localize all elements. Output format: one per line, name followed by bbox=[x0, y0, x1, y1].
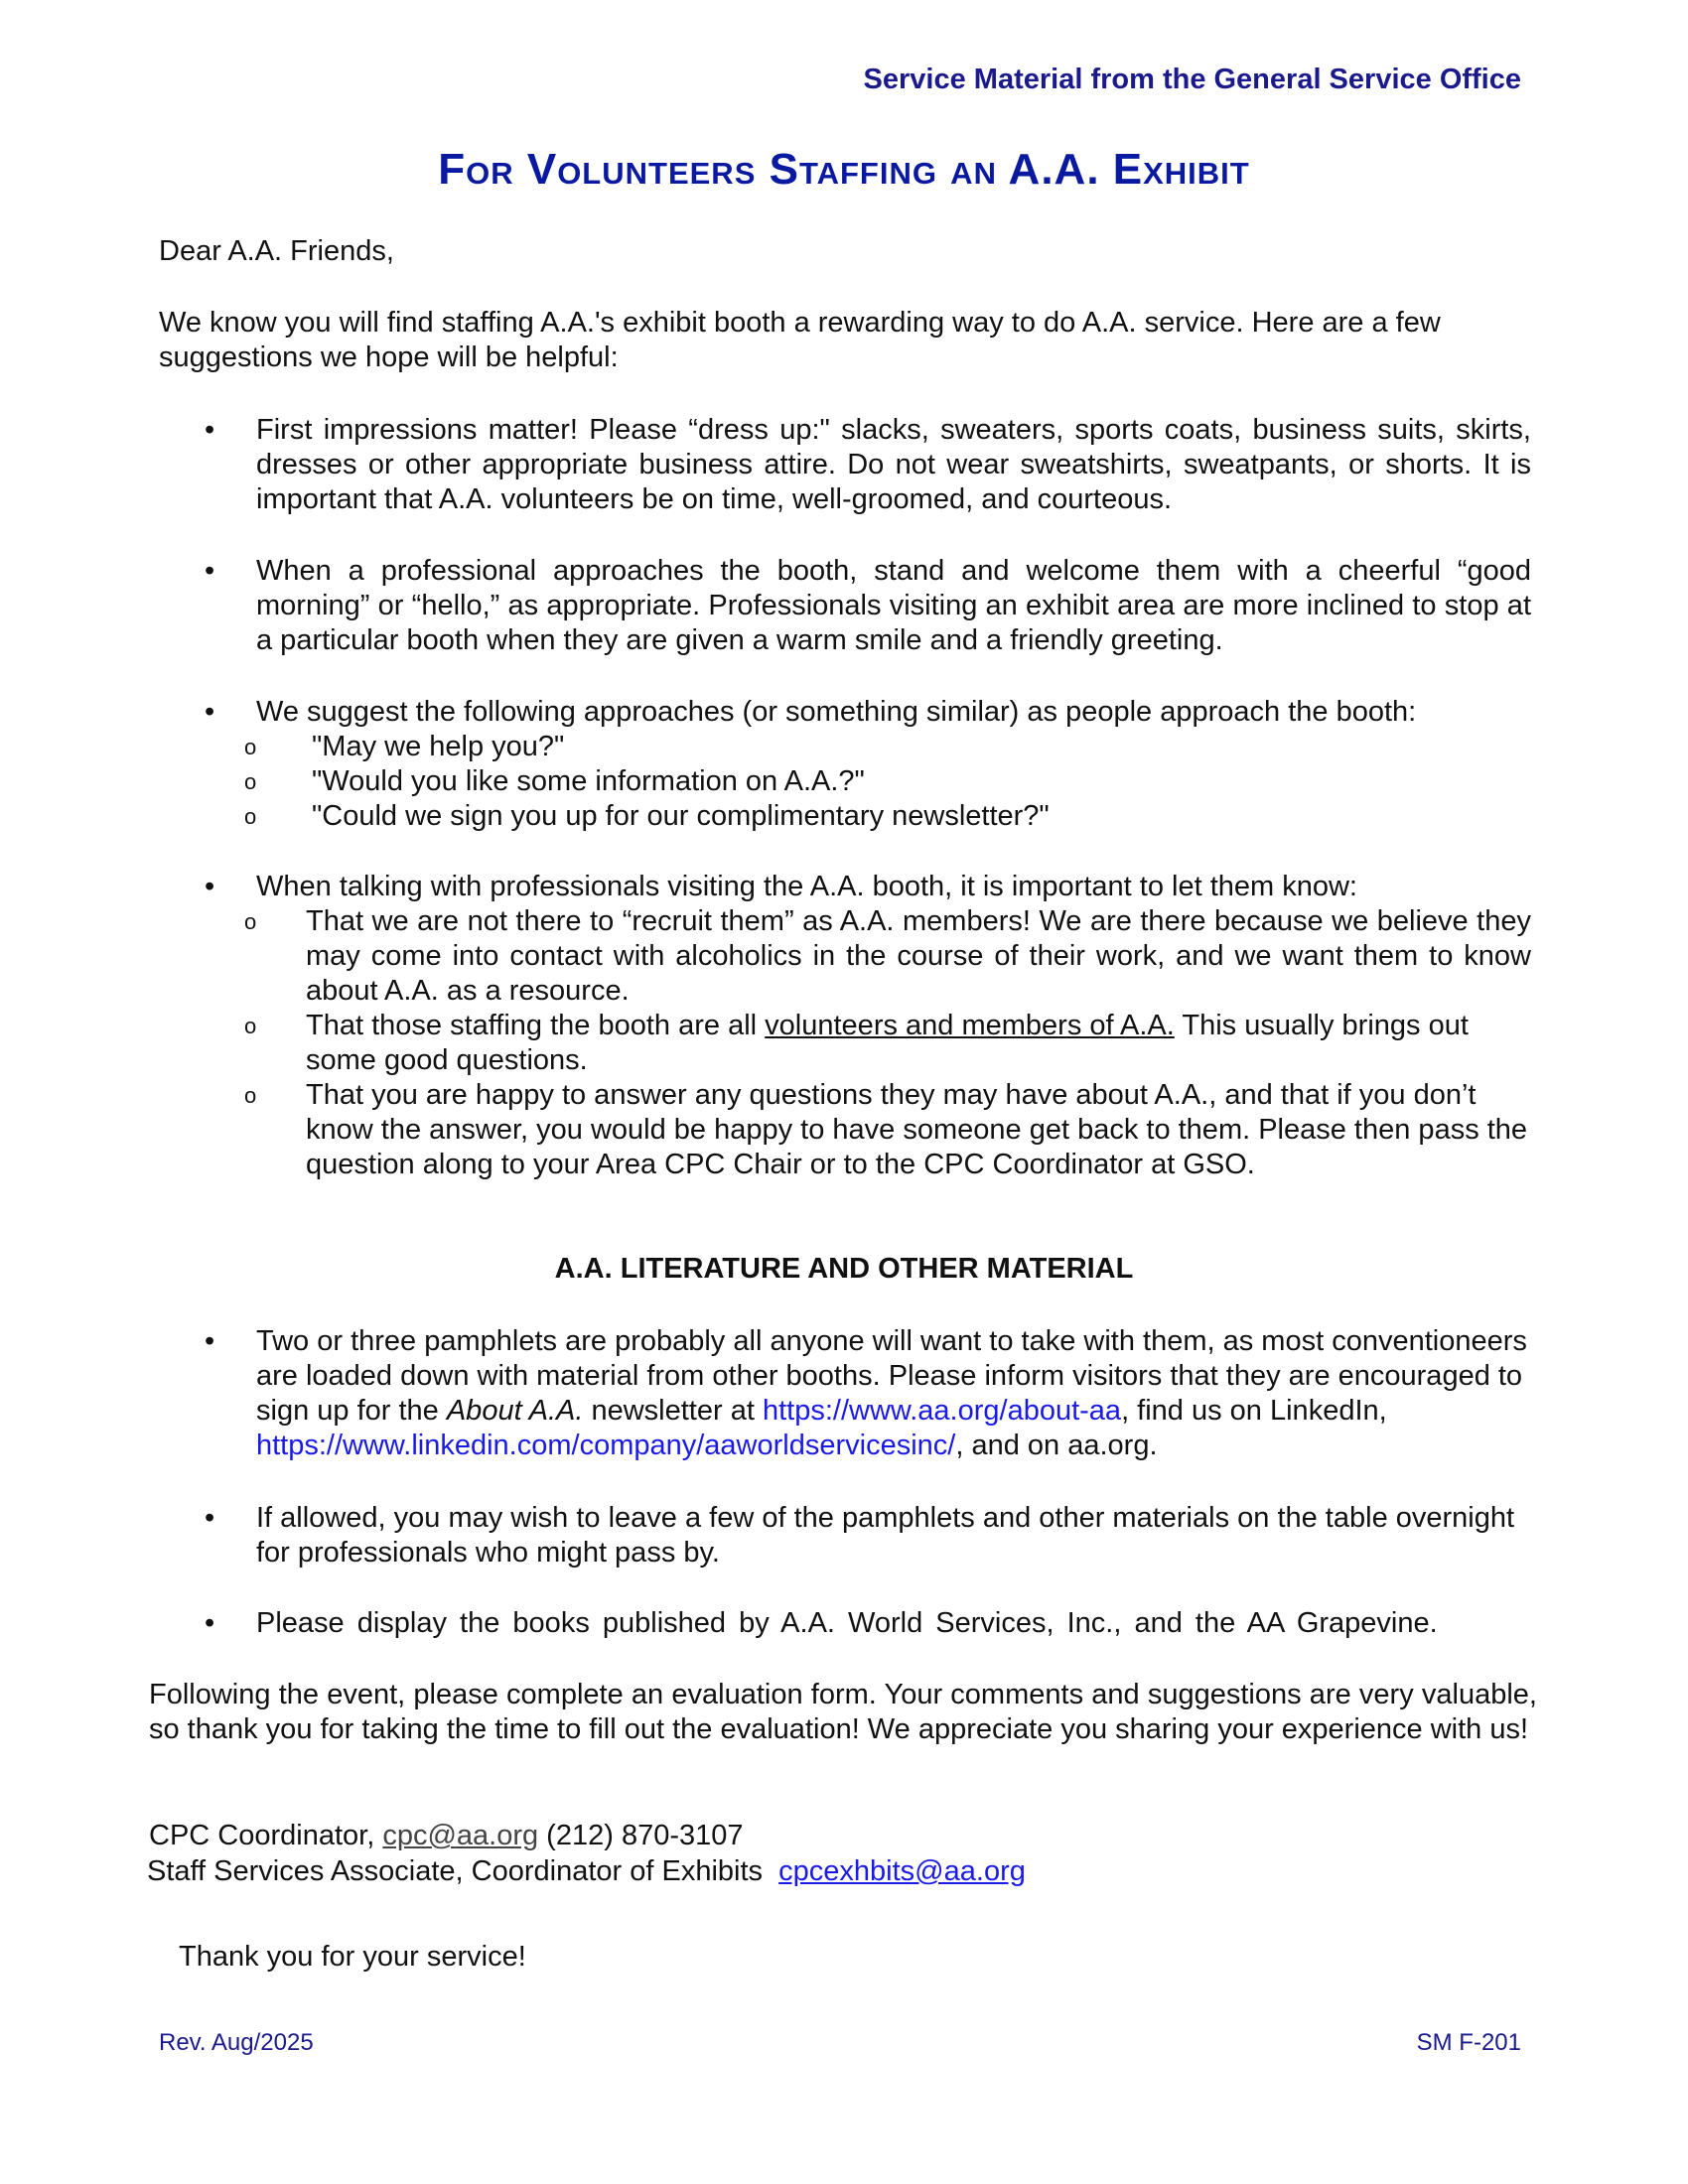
talking-point-recruit: That we are not there to “recruit them” as A.A. members! We are there because we believe they may come into contact with alcoholics in the course of their work, and we want them to know about A.A. as a resource. bbox=[306, 905, 1531, 1007]
bullet-icon: • bbox=[205, 871, 215, 902]
pamphlets-text: , find us on LinkedIn, bbox=[1121, 1395, 1387, 1427]
revision-date: Rev. Aug/2025 bbox=[159, 2029, 314, 2056]
tip-approaches-intro: We suggest the following approaches (or something similar) as people approach the booth: bbox=[256, 696, 1417, 728]
cpc-label: CPC Coordinator, bbox=[149, 1820, 383, 1851]
list-item bbox=[203, 904, 1531, 1009]
thanks-line: Thank you for your service! bbox=[179, 1941, 526, 1973]
talking-point-volunteers bbox=[306, 1010, 1469, 1076]
bullet-icon: • bbox=[205, 414, 215, 446]
bullet-icon: • bbox=[205, 1607, 215, 1639]
approach-phrase: "Would you like some information on A.A.?" bbox=[312, 765, 865, 797]
list-item bbox=[203, 554, 1531, 658]
tips-list bbox=[203, 870, 1531, 1182]
document-code: SM F-201 bbox=[1416, 2029, 1521, 2056]
tip-talking-intro: When talking with professionals visiting the A.A. booth, it is important to let them know: bbox=[256, 871, 1357, 902]
talking-point-text: That those staffing the booth are all bbox=[306, 1010, 766, 1041]
list-item bbox=[203, 1009, 1531, 1078]
pamphlets-text: , and on aa.org. bbox=[955, 1430, 1158, 1461]
cpc-contact bbox=[149, 1819, 744, 1853]
circle-bullet-icon: o bbox=[244, 1083, 257, 1108]
circle-bullet-icon: o bbox=[244, 909, 257, 934]
list-item bbox=[203, 413, 1531, 517]
list-item bbox=[203, 695, 1531, 834]
list-item bbox=[203, 799, 1531, 834]
list-item bbox=[203, 764, 1531, 799]
circle-bullet-icon: o bbox=[244, 1014, 257, 1038]
bullet-icon: • bbox=[205, 1502, 215, 1534]
approach-phrase: "May we help you?" bbox=[312, 731, 565, 762]
intro-paragraph: We know you will find staffing A.A.'s exhibit booth a rewarding way to do A.A. service. Here are a few suggestions we hope will be helpful: bbox=[159, 307, 1441, 373]
list-item bbox=[203, 1324, 1531, 1463]
literature-overnight: If allowed, you may wish to leave a few of the pamphlets and other materials on the table overnight for professionals who might pass by. bbox=[256, 1502, 1515, 1569]
closing-paragraph: Following the event, please complete an evaluation form. Your comments and suggestions are very valuable, so thank you for taking the time to fill out the evaluation! We appreciate you sharing your experience with us! bbox=[149, 1679, 1537, 1745]
volunteers-underlined-text: volunteers and members of A.A. bbox=[765, 1010, 1175, 1041]
bullet-icon: • bbox=[205, 696, 215, 728]
circle-bullet-icon: o bbox=[244, 769, 257, 794]
staff-contact bbox=[147, 1854, 1026, 1889]
list-item bbox=[203, 730, 1531, 764]
tips-list bbox=[203, 695, 1531, 834]
staff-label: Staff Services Associate, Coordinator of Exhibits bbox=[147, 1855, 764, 1887]
cpc-phone: (212) 870-3107 bbox=[538, 1820, 744, 1851]
approach-phrase: "Could we sign you up for our complimentary newsletter?" bbox=[312, 800, 1050, 832]
service-material-label: Service Material from the General Service Office bbox=[863, 64, 1521, 95]
literature-list bbox=[203, 1324, 1531, 1463]
cpc-email-link[interactable]: cpc@aa.org bbox=[382, 1820, 539, 1851]
bullet-icon: • bbox=[205, 555, 215, 587]
bullet-icon: • bbox=[205, 1325, 215, 1357]
talking-points-list bbox=[203, 904, 1531, 1182]
circle-bullet-icon: o bbox=[244, 735, 257, 759]
literature-list bbox=[203, 1606, 1539, 1641]
list-item bbox=[203, 1606, 1539, 1641]
newsletter-link[interactable]: https://www.aa.org/about-aa bbox=[762, 1395, 1122, 1427]
tips-list bbox=[203, 413, 1531, 517]
tip-welcome: When a professional approaches the booth, stand and welcome them with a cheerful “good morning” or “hello,” as appropriate. Professionals visiting an exhibit area are more inclined to stop at a particular booth when they are given a warm smile and a friendly greeting. bbox=[256, 555, 1531, 656]
tips-list bbox=[203, 554, 1531, 658]
literature-list bbox=[203, 1501, 1531, 1570]
list-item bbox=[203, 1501, 1531, 1570]
approaches-list bbox=[203, 730, 1531, 834]
exhibits-email-link[interactable]: cpcexhbits@aa.org bbox=[778, 1855, 1026, 1887]
pamphlets-text: newsletter at bbox=[583, 1395, 763, 1427]
newsletter-title: About A.A. bbox=[446, 1395, 584, 1427]
talking-point-text: This usually brings out some good questions. bbox=[306, 1010, 1469, 1076]
greeting: Dear A.A. Friends, bbox=[159, 235, 394, 267]
tip-first-impressions: First impressions matter! Please “dress up:" slacks, sweaters, sports coats, business suits, skirts, dresses or other appropriate business attire. Do not wear sweatshirts, sweatpants, or shorts. It is important that A.A. volunteers be on time, well-groomed, and courteous. bbox=[256, 414, 1531, 515]
literature-books: Please display the books published by A.A. World Services, Inc., and the AA Grapevine. bbox=[256, 1607, 1438, 1639]
list-item bbox=[203, 870, 1531, 1182]
linkedin-link[interactable]: https://www.linkedin.com/company/aaworldservicesinc/ bbox=[256, 1430, 956, 1461]
pamphlets-text: Two or three pamphlets are probably all anyone will want to take with them, as most conventioneers are loaded down with material from other booths. Please inform visitors that they are encouraged to sign up for the bbox=[256, 1325, 1527, 1427]
talking-point-questions: That you are happy to answer any questions they may have about A.A., and that if you don’t know the answer, you would be happy to have someone get back to them. Please then pass the question along to your Area CPC Chair or to the CPC Coordinator at GSO. bbox=[306, 1079, 1528, 1180]
literature-pamphlets bbox=[256, 1325, 1527, 1461]
page-title: For Volunteers Staffing an A.A. Exhibit bbox=[438, 145, 1250, 194]
list-item bbox=[203, 1078, 1531, 1182]
literature-heading: A.A. LITERATURE AND OTHER MATERIAL bbox=[554, 1253, 1134, 1285]
circle-bullet-icon: o bbox=[244, 804, 257, 829]
